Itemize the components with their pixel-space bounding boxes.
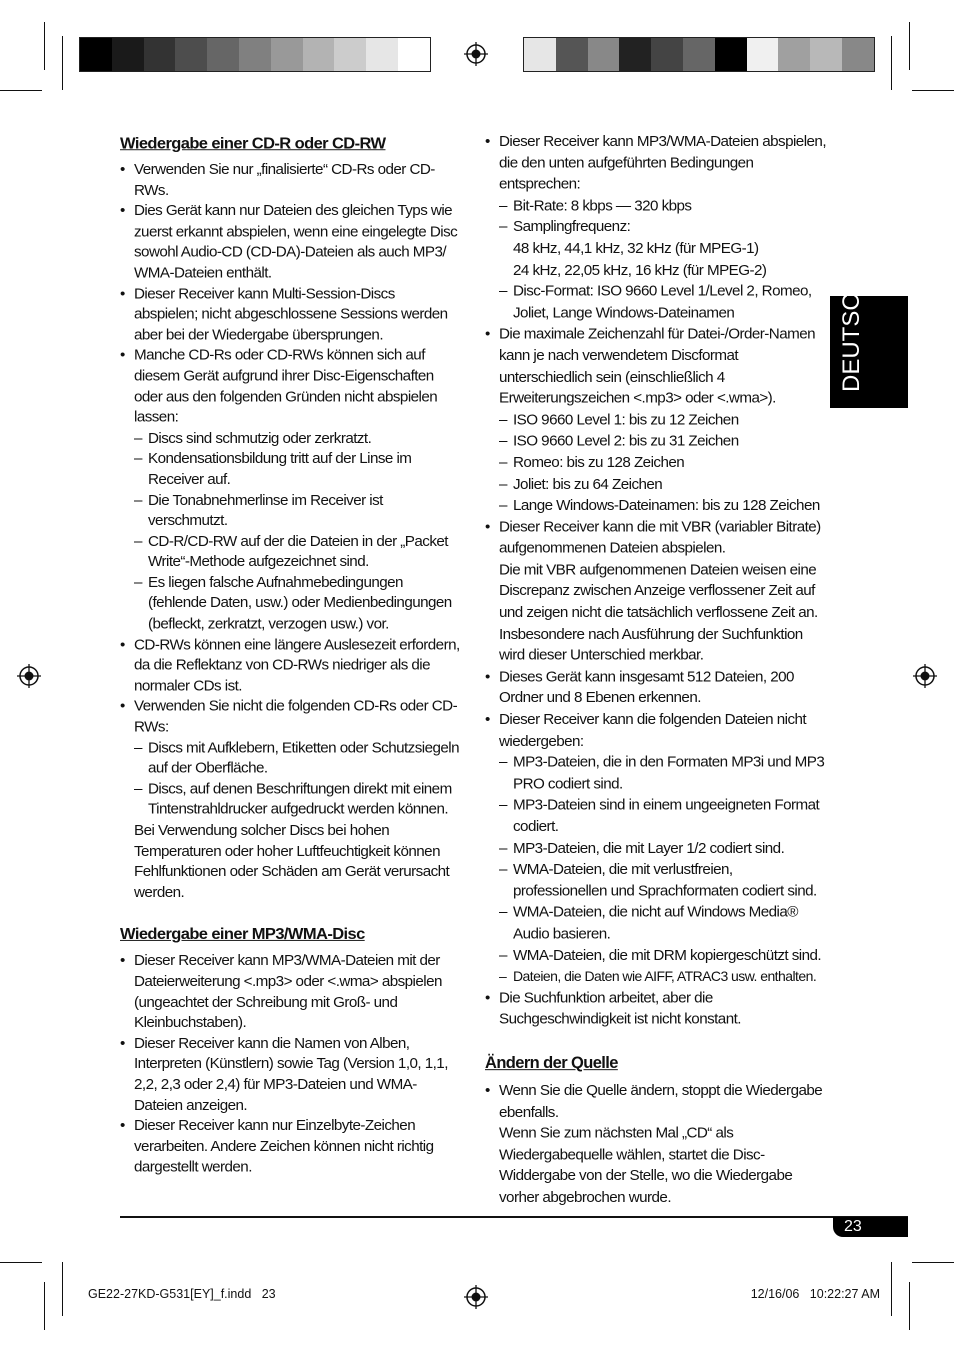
bullet-text: Wenn Sie die Quelle ändern, stoppt die Wiedergabe ebenfalls. <box>499 1081 823 1121</box>
dash-item <box>499 217 830 281</box>
section-heading-source-change: Ändern der Quelle <box>485 1054 618 1073</box>
color-swatch <box>556 38 588 71</box>
bullet-item: • Dies Gerät kann nur Dateien des gleichen Typs wie zuerst erkannt abspielen, wenn eine eingelegte Disc sowohl Audio-CD (CD-DA)-Dateien als auch MP3/ WMA-Dateien enthält. <box>120 201 460 284</box>
bullet-item: • Dieser Receiver kann Multi-Session-Discs abspielen; nicht abgeschlossene Sessions werden aber bei der Wiedergabe übersprungen. <box>120 284 460 346</box>
bullet-text: Dieser Receiver kann die mit VBR (variabler Bitrate) aufgenommenen Dateien abspielen. <box>499 518 821 557</box>
crop-mark <box>909 22 910 70</box>
bottom-rule <box>120 1216 908 1218</box>
dash-subline: 24 kHz, 22,05 kHz, 16 kHz (für MPEG-2) <box>513 261 767 279</box>
color-swatch <box>524 38 556 71</box>
color-swatch <box>239 38 271 71</box>
section-heading-cd-r: Wiedergabe einer CD-R oder CD-RW <box>120 134 386 153</box>
color-bar-left <box>79 37 431 72</box>
dash-text: Samplingfrequenz: <box>513 218 631 236</box>
bullet-item <box>485 324 830 517</box>
bullet-item <box>485 516 830 666</box>
color-swatch <box>144 38 176 71</box>
crop-mark <box>912 1262 954 1263</box>
bullet-text: Dieser Receiver kann MP3/WMA-Dateien abspielen, die den unten aufgeführten Bedingungen entsprechen: <box>499 132 826 193</box>
language-tab-label: DEUTSCH <box>838 275 865 392</box>
color-swatch <box>80 38 112 71</box>
bullet-item <box>120 697 460 903</box>
crop-mark <box>62 36 63 90</box>
crop-mark <box>891 1262 892 1316</box>
color-swatch <box>207 38 239 71</box>
dash-item: – WMA-Dateien, die mit DRM kopiergeschützt sind. <box>499 945 830 966</box>
language-tab <box>830 275 908 408</box>
registration-mark-icon <box>464 42 488 66</box>
dash-item: – Kondensationsbildung tritt auf der Linse im Receiver auf. <box>134 449 460 490</box>
bullet-item <box>485 131 830 324</box>
bullet-continuation: Wenn Sie zum nächsten Mal „CD“ als Wiedergabequelle wählen, startet die Disc-Widdergabe von der Stelle, wo die Wiedergabe vorher abgebrochen wurde. <box>499 1124 793 1206</box>
registration-mark-icon <box>17 664 41 688</box>
color-swatch <box>715 38 747 71</box>
crop-mark <box>62 1262 63 1316</box>
color-swatch <box>651 38 683 71</box>
footer-timestamp: 12/16/06 10:22:27 AM <box>750 1287 880 1301</box>
dash-item: – ISO 9660 Level 2: bis zu 31 Zeichen <box>499 431 830 452</box>
bullet-item: • Dieses Gerät kann insgesamt 512 Dateien, 200 Ordner und 8 Ebenen erkennen. <box>485 666 830 709</box>
color-swatch <box>619 38 651 71</box>
bullet-text: Verwenden Sie nicht die folgenden CD-Rs oder CD-RWs: <box>134 698 458 736</box>
dash-item: – Bit-Rate: 8 kbps — 320 kbps <box>499 195 830 216</box>
bullet-item: • Dieser Receiver kann nur Einzelbyte-Zeichen verarbeiten. Andere Zeichen können nicht richtig dargestellt werden. <box>120 1116 460 1178</box>
color-swatch <box>303 38 335 71</box>
bullet-item: • CD-RWs können eine längere Auslesezeit erfordern, da die Reflektanz von CD-RWs niedriger als die normaler CDs ist. <box>120 635 460 697</box>
color-swatch <box>366 38 398 71</box>
page-number-box <box>833 1217 908 1237</box>
color-swatch <box>747 38 779 71</box>
color-swatch <box>683 38 715 71</box>
color-swatch <box>398 38 430 71</box>
dash-item: – Die Tonabnehmerlinse im Receiver ist verschmutzt. <box>134 490 460 531</box>
left-column <box>120 133 460 1178</box>
bullet-item: • Dieser Receiver kann die Namen von Alben, Interpreten (Künstlern) sowie Tag (Version 1,0, 1,1, 2,2, 2,3 oder 2,4) für MP3-Dateien und WMA-Dateien anzeigen. <box>120 1033 460 1116</box>
color-bar-right <box>523 37 875 72</box>
bullet-text: Dieser Receiver kann die folgenden Dateien nicht wiedergeben: <box>499 711 807 750</box>
dash-item: – Joliet: bis zu 64 Zeichen <box>499 474 830 495</box>
registration-mark-icon <box>464 1285 488 1309</box>
crop-mark <box>44 1282 45 1330</box>
dash-item: – Discs mit Aufklebern, Etiketten oder Schutzsiegeln auf der Oberfläche. <box>134 738 460 779</box>
dash-item: – WMA-Dateien, die nicht auf Windows Media® Audio basieren. <box>499 902 830 945</box>
registration-mark-icon <box>913 664 937 688</box>
crop-mark <box>44 22 45 70</box>
color-swatch <box>175 38 207 71</box>
dash-item: – MP3-Dateien, die in den Formaten MP3i und MP3 PRO codiert sind. <box>499 752 830 795</box>
bullet-text: Manche CD-Rs oder CD-RWs können sich auf diesem Gerät aufgrund ihrer Disc-Eigenschaften oder aus den folgenden Gründen nicht abspielen lassen: <box>134 347 438 426</box>
dash-item: – WMA-Dateien, die mit verlustfreien, professionellen und Sprachformaten codiert sind. <box>499 859 830 902</box>
page-number: 23 <box>844 1218 862 1235</box>
dash-subline: 48 kHz, 44,1 kHz, 32 kHz (für MPEG-1) <box>513 240 759 257</box>
bullet-item <box>485 1080 830 1208</box>
crop-mark <box>0 1262 42 1263</box>
section-heading-mp3-wma: Wiedergabe einer MP3/WMA-Disc <box>120 925 365 944</box>
bullet-continuation: Bei Verwendung solcher Discs bei hohen Temperaturen oder hoher Luftfeuchtigkeit können Fehlfunktionen oder Schäden am Gerät verursacht werden. <box>134 822 450 901</box>
color-swatch <box>334 38 366 71</box>
color-swatch <box>778 38 810 71</box>
color-swatch <box>588 38 620 71</box>
dash-item: – ISO 9660 Level 1: bis zu 12 Zeichen <box>499 409 830 430</box>
dash-item: – MP3-Dateien, die mit Layer 1/2 codiert sind. <box>499 838 830 859</box>
bullet-text: Die maximale Zeichenzahl für Datei-/Order-Namen kann je nach verwendetem Discformat unterschiedlich sein (einschließlich 4 Erweiterungszeichen <.mp3> oder <.wma>). <box>499 325 815 407</box>
dash-item: – MP3-Dateien sind in einem ungeeigneten Format codiert. <box>499 795 830 838</box>
dash-item: – Romeo: bis zu 128 Zeichen <box>499 452 830 473</box>
dash-item: – Es liegen falsche Aufnahmebedingungen (fehlende Daten, usw.) oder Medienbedingungen (befleckt, zerkratzt, verzogen usw.) vor. <box>134 573 460 635</box>
bullet-item: • Verwenden Sie nur „finalisierte“ CD-Rs oder CD-RWs. <box>120 160 460 201</box>
dash-item: – Lange Windows-Dateinamen: bis zu 128 Zeichen <box>499 495 830 516</box>
bullet-item <box>120 346 460 635</box>
bullet-item: • Dieser Receiver kann MP3/WMA-Dateien mit der Dateierweiterung <.mp3> oder <.wma> abspielen (ungeachtet der Schreibung mit Groß- und Kleinbuchstaben). <box>120 951 460 1034</box>
color-swatch <box>112 38 144 71</box>
dash-item: – CD-R/CD-RW auf der die Dateien in der „Packet Write“-Methode aufgezeichnet sind. <box>134 531 460 572</box>
footer-file: GE22-27KD-G531[EY]_f.indd 23 <box>88 1287 276 1301</box>
bullet-item <box>485 709 830 987</box>
crop-mark <box>0 90 42 91</box>
dash-item: – Disc-Format: ISO 9660 Level 1/Level 2, Romeo, Joliet, Lange Windows-Dateinamen <box>499 281 830 324</box>
crop-mark <box>909 1282 910 1330</box>
color-swatch <box>842 38 874 71</box>
bullet-continuation: Die mit VBR aufgenommenen Dateien weisen eine Discrepanz zwischen Anzeige verflossener Zeit auf und zeigen nicht die tatsächlich verflossene Zeit an. Insbesondere nach Ausführung der Suchfunktion wird dieser Unterschied merkbar. <box>499 561 818 664</box>
color-swatch <box>271 38 303 71</box>
dash-item: – Dateien, die Daten wie AIFF, ATRAC3 usw. enthalten. <box>499 966 830 987</box>
dash-item: – Discs sind schmutzig oder zerkratzt. <box>134 428 460 449</box>
crop-mark <box>912 90 954 91</box>
right-column <box>485 131 830 1209</box>
color-swatch <box>810 38 842 71</box>
bullet-item: • Die Suchfunktion arbeitet, aber die Suchgeschwindigkeit ist nicht konstant. <box>485 988 830 1031</box>
dash-item: – Discs, auf denen Beschriftungen direkt mit einem Tintenstrahldrucker aufgedruckt werden können. <box>134 779 460 820</box>
crop-mark <box>891 36 892 90</box>
